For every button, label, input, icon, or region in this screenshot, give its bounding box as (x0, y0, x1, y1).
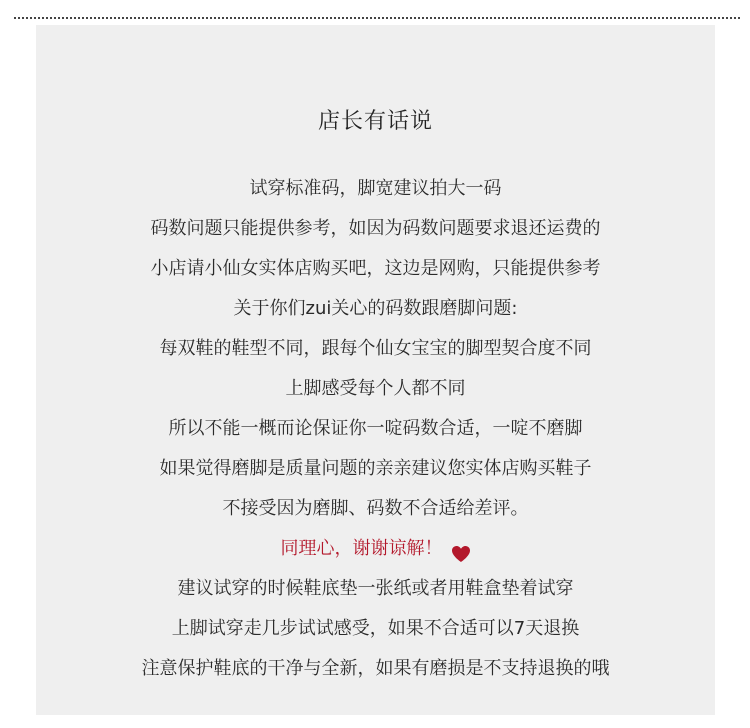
notice-line-text: 注意保护鞋底的干净与全新，如果有磨损是不支持退换的哦 (141, 658, 610, 679)
notice-line-text: 上脚感受每个人都不同 (285, 378, 466, 399)
notice-line-text: 如果觉得磨脚是质量问题的亲亲建议您实体店购买鞋子 (159, 458, 592, 479)
notice-line (36, 489, 715, 529)
notice-line (36, 289, 715, 329)
notice-line-text: 上脚试穿走几步试试感受，如果不合适可以7天退换 (171, 618, 580, 639)
notice-line (36, 249, 715, 289)
notice-line-text: 每双鞋的鞋型不同，跟每个仙女宝宝的脚型契合度不同 (159, 338, 592, 359)
thanks-line (36, 529, 715, 569)
notice-line (36, 409, 715, 449)
dotted-divider (14, 17, 740, 19)
heart-icon (451, 538, 471, 556)
notice-line (36, 169, 715, 209)
notice-line-text: 码数问题只能提供参考，如因为码数问题要求退还运费的 (150, 218, 601, 239)
notice-line-text: 不接受因为磨脚、码数不合适给差评。 (222, 498, 529, 519)
thanks-line-text: 同理心，谢谢谅解！ (280, 538, 443, 559)
notice-panel (36, 25, 715, 715)
notice-line (36, 569, 715, 609)
notice-lines (36, 169, 715, 689)
notice-line (36, 449, 715, 489)
notice-line (36, 369, 715, 409)
notice-line-text: 建议试穿的时候鞋底垫一张纸或者用鞋盒垫着试穿 (177, 578, 574, 599)
notice-line (36, 329, 715, 369)
notice-line (36, 209, 715, 249)
notice-line (36, 649, 715, 689)
notice-line-text: 所以不能一概而论保证你一啶码数合适，一啶不磨脚 (168, 418, 583, 439)
notice-line-text: 关于你们zui关心的码数跟磨脚问题: (233, 298, 518, 319)
notice-line (36, 609, 715, 649)
notice-line-text: 试穿标准码，脚宽建议拍大一码 (249, 178, 502, 199)
notice-line-text: 小店请小仙女实体店购买吧，这边是网购，只能提供参考 (150, 258, 601, 279)
notice-title: 店长有话说 (317, 109, 433, 134)
